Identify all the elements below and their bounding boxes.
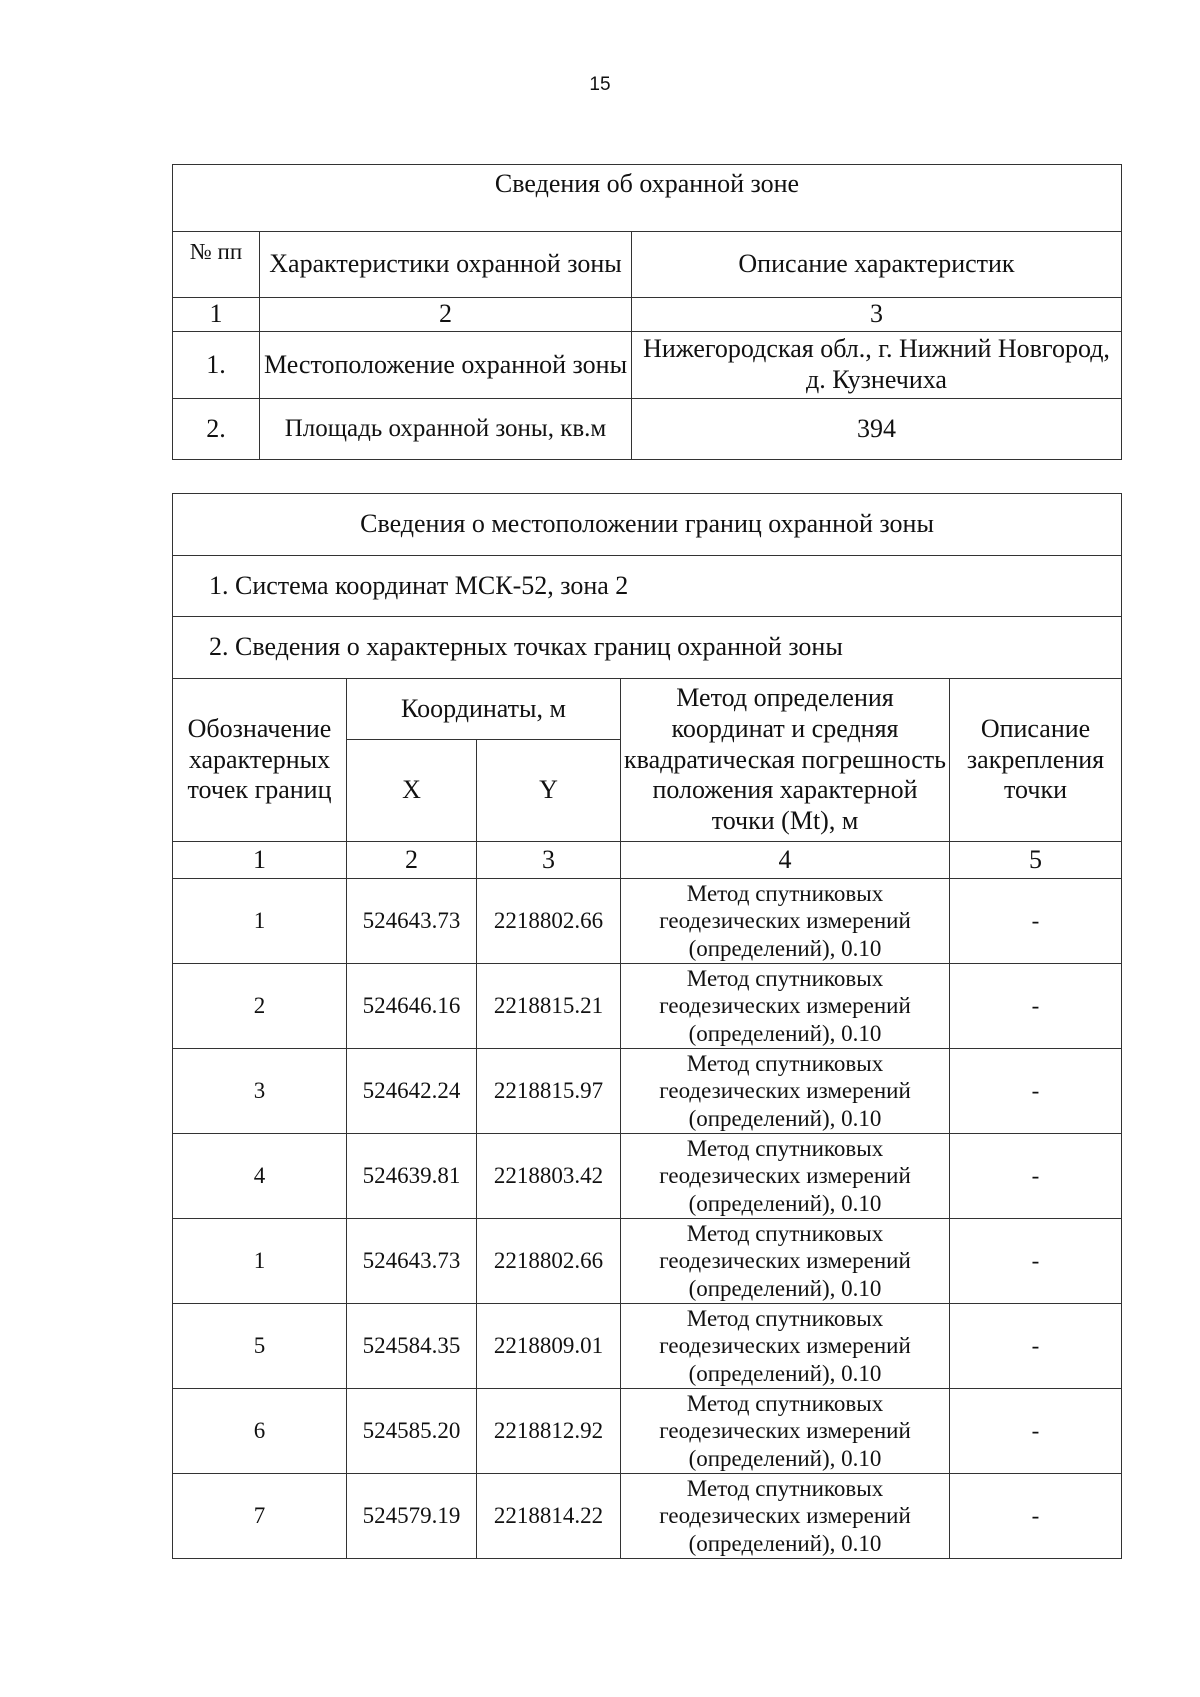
- points-title: 2. Сведения о характерных точках границ охранной зоны: [173, 617, 1122, 679]
- method: Метод спутниковых геодезических измерений (определений), 0.10: [621, 879, 950, 964]
- fixing: -: [950, 1134, 1122, 1219]
- column-number: 2: [260, 298, 632, 332]
- method: Метод спутниковых геодезических измерений (определений), 0.10: [621, 1474, 950, 1559]
- method: Метод спутниковых геодезических измерений (определений), 0.10: [621, 1219, 950, 1304]
- header-y: Y: [477, 740, 621, 842]
- column-number: 3: [632, 298, 1122, 332]
- column-number: 3: [477, 842, 621, 879]
- coord-x: 524642.24: [347, 1049, 477, 1134]
- table-row: [173, 1219, 1122, 1304]
- coord-x: 524646.16: [347, 964, 477, 1049]
- table-row: [173, 964, 1122, 1049]
- point-id: 2: [173, 964, 347, 1049]
- coord-y: 2218809.01: [477, 1304, 621, 1389]
- coord-x: 524643.73: [347, 879, 477, 964]
- table-row: [173, 879, 1122, 964]
- column-number: 5: [950, 842, 1122, 879]
- column-number: 2: [347, 842, 477, 879]
- column-number: 1: [173, 298, 260, 332]
- method: Метод спутниковых геодезических измерений (определений), 0.10: [621, 964, 950, 1049]
- fixing: -: [950, 964, 1122, 1049]
- row-characteristic: Площадь охранной зоны, кв.м: [260, 399, 632, 460]
- column-number: 1: [173, 842, 347, 879]
- row-number: 2.: [173, 399, 260, 460]
- fixing: -: [950, 1219, 1122, 1304]
- coord-y: 2218814.22: [477, 1474, 621, 1559]
- coord-y: 2218803.42: [477, 1134, 621, 1219]
- coord-y: 2218802.66: [477, 1219, 621, 1304]
- method: Метод спутниковых геодезических измерений (определений), 0.10: [621, 1304, 950, 1389]
- method: Метод спутниковых геодезических измерений (определений), 0.10: [621, 1134, 950, 1219]
- point-id: 5: [173, 1304, 347, 1389]
- coord-y: 2218815.21: [477, 964, 621, 1049]
- header-coordinates: Координаты, м: [347, 679, 621, 740]
- fixing: -: [950, 879, 1122, 964]
- fixing: -: [950, 1389, 1122, 1474]
- coord-x: 524585.20: [347, 1389, 477, 1474]
- table-row: [173, 1134, 1122, 1219]
- row-characteristic: Местоположение охранной зоны: [260, 332, 632, 399]
- point-id: 3: [173, 1049, 347, 1134]
- table-row: [173, 1304, 1122, 1389]
- column-number: 4: [621, 842, 950, 879]
- header-x: X: [347, 740, 477, 842]
- boundaries-title: Сведения о местоположении границ охранной зоны: [173, 494, 1122, 556]
- point-id: 4: [173, 1134, 347, 1219]
- coord-x: 524643.73: [347, 1219, 477, 1304]
- coord-x: 524639.81: [347, 1134, 477, 1219]
- fixing: -: [950, 1304, 1122, 1389]
- row-description: Нижегородская обл., г. Нижний Новгород, д. Кузнечиха: [632, 332, 1122, 399]
- header-characteristic: Характеристики охранной зоны: [260, 232, 632, 298]
- header-point: Обозначение характерных точек границ: [173, 679, 347, 842]
- method: Метод спутниковых геодезических измерений (определений), 0.10: [621, 1049, 950, 1134]
- table-row: [173, 399, 1122, 460]
- row-description: 394: [632, 399, 1122, 460]
- table-row: [173, 332, 1122, 399]
- point-id: 1: [173, 879, 347, 964]
- table-row: [173, 1474, 1122, 1559]
- point-id: 1: [173, 1219, 347, 1304]
- table-row: [173, 1049, 1122, 1134]
- header-fixing: Описание закрепления точки: [950, 679, 1122, 842]
- coord-x: 524584.35: [347, 1304, 477, 1389]
- row-number: 1.: [173, 332, 260, 399]
- coord-y: 2218802.66: [477, 879, 621, 964]
- coordinate-system: 1. Система координат МСК-52, зона 2: [173, 556, 1122, 617]
- point-id: 6: [173, 1389, 347, 1474]
- method: Метод спутниковых геодезических измерений (определений), 0.10: [621, 1389, 950, 1474]
- header-num: № пп: [173, 232, 260, 298]
- header-description: Описание характеристик: [632, 232, 1122, 298]
- zone-info-title: Сведения об охранной зоне: [173, 165, 1122, 232]
- zone-info-table: [172, 164, 1122, 460]
- page-number: 15: [589, 74, 611, 95]
- header-method: Метод определения координат и средняя квадратическая погрешность положения характерной точки (Mt), м: [621, 679, 950, 842]
- boundaries-table: [172, 493, 1122, 1559]
- fixing: -: [950, 1474, 1122, 1559]
- fixing: -: [950, 1049, 1122, 1134]
- coord-y: 2218815.97: [477, 1049, 621, 1134]
- coord-y: 2218812.92: [477, 1389, 621, 1474]
- point-id: 7: [173, 1474, 347, 1559]
- coord-x: 524579.19: [347, 1474, 477, 1559]
- table-row: [173, 1389, 1122, 1474]
